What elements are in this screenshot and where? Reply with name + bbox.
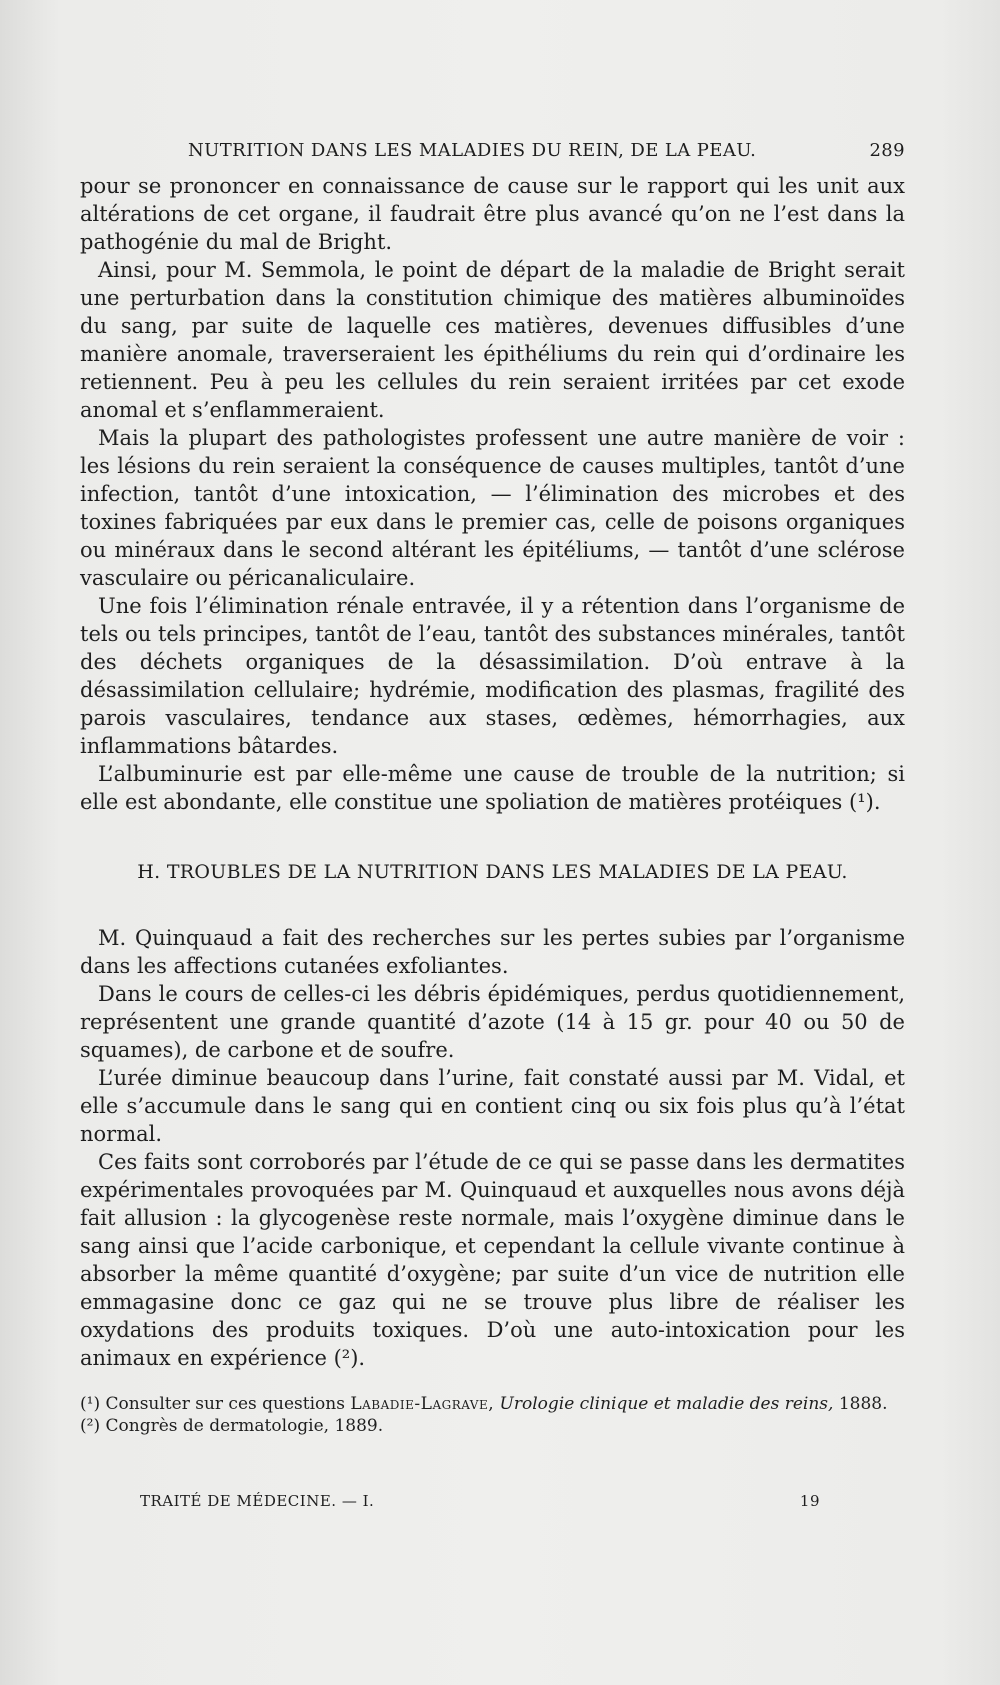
footnote-2-mark: (²): [80, 1416, 101, 1436]
paragraph-3: Mais la plupart des pathologistes professent une autre manière de voir : les lésions du rein seraient la conséquence de causes multiples, tantôt d’une infection, tantôt d’une intoxication, — l’élimination des microbes et des toxines fabriquées par eux dans le premier cas, celle de poisons organiques ou minéraux dans le second altérant les épitéliums, — tantôt d’une sclérose vasculaire ou péricanaliculaire.: [80, 426, 905, 590]
paragraph-9-text: Ces faits sont corroborés par l’étude de ce qui se passe dans les dermatites expérimentales provoquées par M. Quinquaud et auxquelles nous avons déjà fait allusion : la glycogenèse reste normale, mais l’oxygène diminue dans le sang ainsi que l’acide carbonique, et cependant la cellule vivante continue à absorber la même quantité d’oxygène; par suite d’un vice de nutrition elle emmagasine donc ce gaz qui ne se trouve plus libre de réaliser les oxydations des produits toxiques. D’où une auto-intoxication pour les animaux en expérience: [80, 1150, 905, 1370]
section-heading: H. TROUBLES DE LA NUTRITION DANS LES MALADIES DE LA PEAU.: [137, 861, 848, 883]
sheet-number: 19: [799, 1492, 820, 1510]
paragraph-8: L’urée diminue beaucoup dans l’urine, fait constaté aussi par M. Vidal, et elle s’accumule dans le sang qui en contient cinq ou six fois plus qu’à l’état normal.: [80, 1066, 905, 1146]
paragraph-9: [80, 1148, 905, 1372]
footnotes: [80, 1393, 905, 1437]
footnote-2: [80, 1415, 905, 1437]
footnote-1-title: Urologie clinique et maladie des reins,: [499, 1394, 834, 1414]
footnote-1: [80, 1393, 905, 1415]
paragraph-7: Dans le cours de celles-ci les débris épidémiques, perdus quotidiennement, représentent une grande quantité d’azote (14 à 15 gr. pour 40 ou 50 de squames), de carbone et de soufre.: [80, 982, 905, 1062]
footnote-1-year: 1888.: [838, 1394, 888, 1414]
paragraph-4: Une fois l’élimination rénale entravée, il y a rétention dans l’organisme de tels ou tels principes, tantôt de l’eau, tantôt des substances minérales, tantôt des déchets organiques de la désassimilation. D’où entrave à la désassimilation cellulaire; hydrémie, modification des plasmas, fragilité des parois vasculaires, tendance aux stases, œdèmes, hémorrhagies, aux inflammations bâtardes.: [80, 594, 905, 758]
footnote-1-author: Labadie-Lagrave,: [350, 1394, 495, 1414]
paragraph-5-text: L’albuminurie est par elle-même une cause de trouble de la nutrition; si elle est abondante, elle constitue une spoliation de matières protéiques: [80, 762, 905, 814]
running-header: [188, 140, 905, 161]
printer-signature: TRAITÉ DE MÉDECINE. — I.: [140, 1492, 375, 1510]
page-number: 289: [869, 140, 905, 161]
footnote-1-text: Consulter sur ces questions: [105, 1394, 345, 1414]
page-footer: [140, 1492, 820, 1510]
paragraph-5: [80, 760, 905, 816]
footnote-2-text: Congrès de dermatologie, 1889.: [105, 1416, 384, 1436]
paragraph-1: pour se prononcer en connaissance de cause sur le rapport qui les unit aux altérations de cet organe, il faudrait être plus avancé qu’on ne l’est dans la pathogénie du mal de Bright.: [80, 174, 905, 254]
footnote-ref-1: (¹).: [849, 790, 881, 814]
paragraph-2: Ainsi, pour M. Semmola, le point de départ de la maladie de Bright serait une perturbation dans la constitution chimique des matières albuminoïdes du sang, par suite de laquelle ces matières, devenues diffusibles d’une manière anomale, traverseraient les épithéliums du rein qui d’ordinaire les retiennent. Peu à peu les cellules du rein seraient irritées par cet exode anomal et s’enflammeraient.: [80, 258, 905, 422]
running-title: NUTRITION DANS LES MALADIES DU REIN, DE LA PEAU.: [188, 140, 757, 161]
footnote-1-mark: (¹): [80, 1394, 101, 1414]
footnote-ref-2: (²).: [333, 1346, 366, 1370]
paragraph-6: M. Quinquaud a fait des recherches sur les pertes subies par l’organisme dans les affections cutanées exfoliantes.: [80, 926, 905, 978]
main-text: [80, 172, 905, 1372]
